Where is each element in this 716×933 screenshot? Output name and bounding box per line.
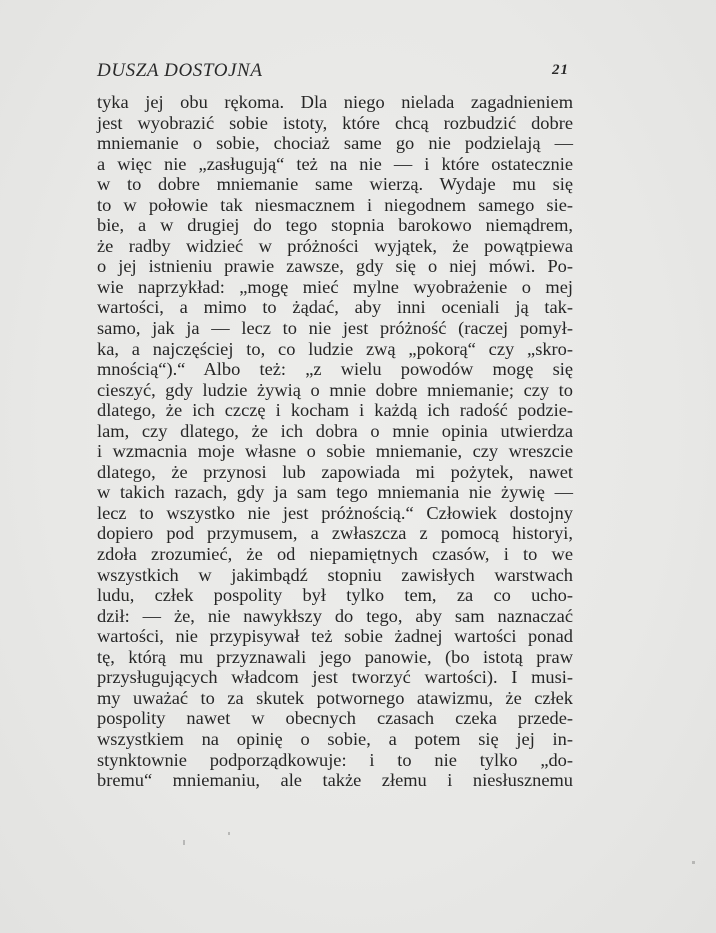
text-line: wartości, nie przypisywał też sobie żadnej wartości ponad [97, 626, 573, 647]
paper-speck [228, 832, 230, 835]
text-line: cieszyć, gdy ludzie żywią o mnie dobre mniemanie; czy to [97, 379, 573, 400]
text-line: o jej istnieniu prawie zawsze, gdy się o niej mówi. Po- [97, 256, 573, 277]
text-line: bie, a w drugiej do tego stopnia barokowo niemądrem, [97, 215, 573, 236]
text-line: wszystkich w jakimbądź stopniu zawisłych warstwach [97, 564, 573, 585]
text-line: tę, którą mu przyznawali jego panowie, (bo istotą praw [97, 646, 573, 667]
text-line: dopiero pod przymusem, a zwłaszcza z pomocą historyi, [97, 523, 573, 544]
text-line: dlatego, że ich czczę i kocham i każdą ich radość podzie- [97, 400, 573, 421]
text-line: to w połowie tak niesmacznem i niegodnem samego sie- [97, 194, 573, 215]
text-line: w to dobre mniemanie same wierzą. Wydaje mu się [97, 174, 573, 195]
text-line: tyka jej obu rękoma. Dla niego nielada zagadnieniem [97, 92, 573, 112]
body-text [97, 92, 573, 791]
text-line: my uważać to za skutek potwornego atawizmu, że człek [97, 687, 573, 708]
text-line: przysługujących władcom jest tworzyć wartości). I musi- [97, 667, 573, 688]
text-line: wszystkiem na opinię o sobie, a potem się jej in- [97, 728, 573, 749]
text-line: pospolity nawet w obecnych czasach czeka przede- [97, 708, 573, 729]
text-line: stynktownie podporządkowuje: i to nie tylko „do- [97, 749, 573, 770]
text-line: lam, czy dlatego, że ich dobra o mnie opinia utwierdza [97, 420, 573, 441]
text-line: ludu, człek pospolity był tylko tem, za co ucho- [97, 585, 573, 606]
text-line: wartości, a mimo to żądać, aby inni oceniali ją tak- [97, 297, 573, 318]
text-line: wie naprzykład: „mogę mieć mylne wyobrażenie o mej [97, 276, 573, 297]
text-line: ka, a najczęściej to, co ludzie zwą „pokorą“ czy „skro- [97, 338, 573, 359]
text-line: że radby widzieć w próżności wyjątek, że powątpiewa [97, 235, 573, 256]
text-line: lecz to wszystko nie jest próżnością.“ Człowiek dostojny [97, 502, 573, 523]
text-line: mnością“).“ Albo też: „z wielu powodów mogę się [97, 359, 573, 380]
page-number: 21 [552, 62, 569, 78]
text-line: mniemanie o sobie, chociaż same go nie podzielają — [97, 133, 573, 154]
running-title: DUSZA DOSTOJNA [97, 60, 263, 81]
paper-speck [692, 861, 695, 864]
text-line: i wzmacnia moje własne o sobie mniemanie, czy wreszcie [97, 441, 573, 462]
running-head [97, 60, 572, 84]
text-line: jest wyobrazić sobie istoty, które chcą rozbudzić dobre [97, 112, 573, 133]
text-line: samo, jak ja — lecz to nie jest próżność (raczej pomył- [97, 318, 573, 339]
text-line: dził: — że, nie nawykłszy do tego, aby sam naznaczać [97, 605, 573, 626]
text-line: zdoła zrozumieć, że od niepamiętnych czasów, i to we [97, 544, 573, 565]
text-line: dlatego, że przynosi lub zapowiada mi pożytek, nawet [97, 461, 573, 482]
paper-speck [183, 840, 185, 845]
text-line: w takich razach, gdy ja sam tego mniemania nie żywię — [97, 482, 573, 503]
text-line: bremu“ mniemaniu, ale także złemu i niesłusznemu [97, 770, 573, 791]
text-line: a więc nie „zasługują“ też na nie — i które ostatecznie [97, 153, 573, 174]
